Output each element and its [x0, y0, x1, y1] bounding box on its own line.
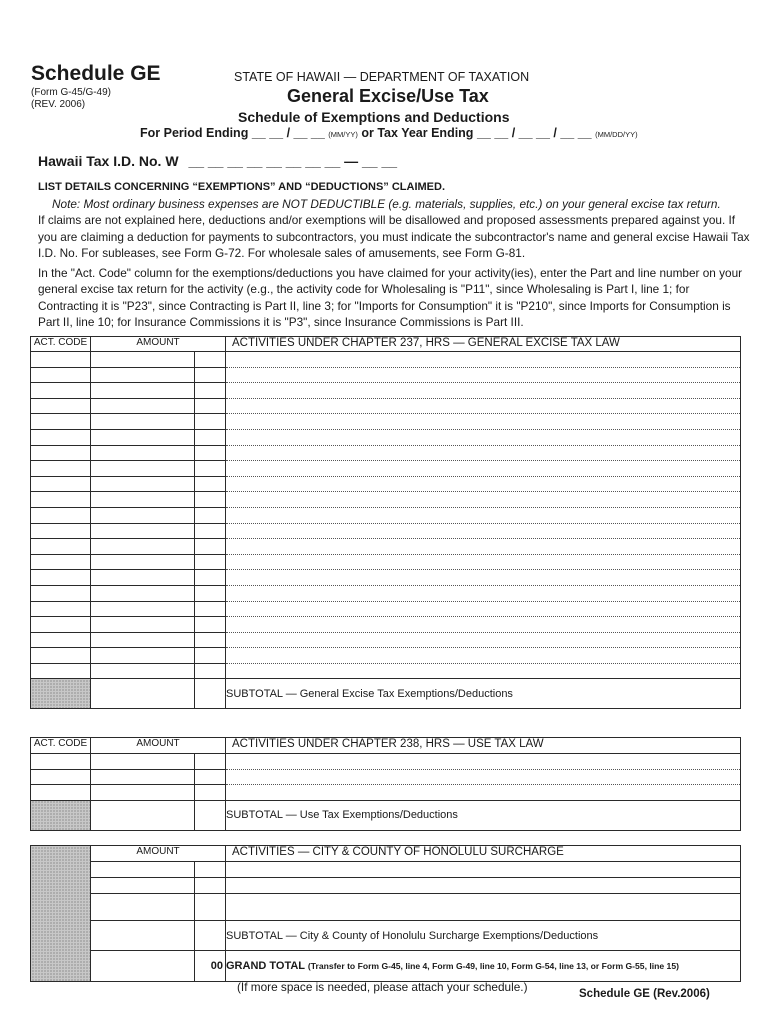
col-act-code: ACT. CODE: [31, 738, 91, 754]
col-amount: AMOUNT: [91, 846, 226, 862]
surcharge-table: [30, 845, 741, 982]
cents-input[interactable]: [195, 617, 226, 633]
amount-input[interactable]: [91, 398, 195, 414]
table-row: [31, 632, 741, 648]
table-row: [31, 570, 741, 586]
activity-description-input[interactable]: [226, 554, 741, 570]
tax-id-line: [38, 153, 397, 169]
table-row: [31, 878, 741, 894]
subtotal-row: [31, 800, 741, 830]
amount-input[interactable]: [91, 769, 195, 785]
cents-input[interactable]: [195, 862, 226, 878]
subtotal-amount-input[interactable]: [91, 679, 195, 709]
amount-input[interactable]: [91, 585, 195, 601]
tax-year-label: or Tax Year Ending: [361, 126, 474, 140]
act-code-input[interactable]: [31, 785, 91, 801]
amount-input[interactable]: [91, 492, 195, 508]
subtotal-cents-input[interactable]: [195, 679, 226, 709]
cents-input[interactable]: [195, 476, 226, 492]
amount-input[interactable]: [91, 461, 195, 477]
tax-id-input[interactable]: __ __ __ __ __ __ __ __ — __ __: [188, 153, 398, 169]
period-line: [140, 126, 638, 140]
subtotal-cents-input[interactable]: [195, 800, 226, 830]
cents-input[interactable]: [195, 663, 226, 679]
cents-input[interactable]: [195, 894, 226, 921]
activity-description-input[interactable]: [226, 507, 741, 523]
subtotal-label: SUBTOTAL — General Excise Tax Exemptions/Deductions: [226, 679, 741, 709]
table-row: [31, 585, 741, 601]
instructions-heading: LIST DETAILS CONCERNING “EXEMPTIONS” AND “DEDUCTIONS” CLAIMED.: [38, 181, 446, 193]
act-code-input[interactable]: [31, 601, 91, 617]
act-code-input[interactable]: [31, 414, 91, 430]
amount-input[interactable]: [91, 352, 195, 368]
table-row: [31, 663, 741, 679]
act-code-input[interactable]: [31, 769, 91, 785]
subtotal-row: [31, 921, 741, 951]
attach-note: (If more space is needed, please attach your schedule.): [237, 980, 528, 994]
cents-input[interactable]: [195, 585, 226, 601]
act-code-input[interactable]: [31, 352, 91, 368]
amount-input[interactable]: [91, 754, 195, 770]
cents-input[interactable]: [195, 492, 226, 508]
act-code-input[interactable]: [31, 445, 91, 461]
col-activities: ACTIVITIES — CITY & COUNTY OF HONOLULU SURCHARGE: [226, 846, 741, 862]
amount-input[interactable]: [91, 367, 195, 383]
amount-input[interactable]: [91, 785, 195, 801]
table-header-row: [31, 846, 741, 862]
table-header-row: [31, 738, 741, 754]
activity-description-input[interactable]: [226, 539, 741, 555]
cents-input[interactable]: [195, 414, 226, 430]
agency-name: STATE OF HAWAII — DEPARTMENT OF TAXATION: [234, 70, 530, 84]
table-row: [31, 785, 741, 801]
activity-description-input[interactable]: [226, 570, 741, 586]
amount-input[interactable]: [91, 570, 195, 586]
amount-input[interactable]: [91, 648, 195, 664]
cents-input[interactable]: [195, 570, 226, 586]
grand-total-note: (Transfer to Form G-45, line 4, Form G-49, line 10, Form G-54, line 13, or Form G-55, line 15): [307, 961, 679, 971]
activity-description-input[interactable]: [226, 492, 741, 508]
act-code-input[interactable]: [31, 492, 91, 508]
instructions-note-continuation: If claims are not explained here, deductions and/or exemptions will be disallowed and proposed assessments prepared against you. If you are claiming a deduction for payments to subcontractors, you must indicate the subcontractor's name and general excise Hawaii Tax I.D. No. For subleases, see Form G-72. For wholesale sales of amusements, see Form G-81.: [38, 213, 750, 260]
instructions-note-block: [38, 196, 750, 261]
grand-total-amount-input[interactable]: [91, 951, 195, 982]
activity-description-input[interactable]: [226, 601, 741, 617]
activity-description-input[interactable]: [226, 632, 741, 648]
instructions-note: Note: Most ordinary business expenses are NOT DEDUCTIBLE (e.g. materials, supplies, etc.) on your general excise tax return.: [52, 197, 721, 211]
table-row: [31, 648, 741, 664]
amount-input[interactable]: [91, 523, 195, 539]
table-row: [31, 461, 741, 477]
table-row: [31, 523, 741, 539]
cents-input[interactable]: [195, 554, 226, 570]
act-code-input[interactable]: [31, 429, 91, 445]
schedule-title: Schedule GE: [31, 62, 161, 85]
cents-input[interactable]: [195, 878, 226, 894]
cents-input[interactable]: [195, 429, 226, 445]
subtotal-label: SUBTOTAL — Use Tax Exemptions/Deductions: [226, 800, 741, 830]
form-title: General Excise/Use Tax: [287, 86, 489, 106]
cents-input[interactable]: [195, 539, 226, 555]
activity-description-input[interactable]: [226, 585, 741, 601]
col-amount: AMOUNT: [91, 337, 226, 352]
cents-input[interactable]: [195, 445, 226, 461]
act-code-input[interactable]: [31, 648, 91, 664]
table-row: [31, 894, 741, 921]
table-row: [31, 492, 741, 508]
act-code-input[interactable]: [31, 476, 91, 492]
act-code-input[interactable]: [31, 398, 91, 414]
subtotal-label: SUBTOTAL — City & County of Honolulu Surcharge Exemptions/Deductions: [226, 921, 741, 951]
activity-description-input[interactable]: [226, 617, 741, 633]
cents-input[interactable]: [195, 769, 226, 785]
revision: (REV. 2006): [31, 99, 86, 110]
act-code-input[interactable]: [31, 754, 91, 770]
cents-input[interactable]: [195, 785, 226, 801]
activity-description-input[interactable]: [226, 476, 741, 492]
table-row: [31, 398, 741, 414]
grand-total-label-cell: [226, 951, 741, 982]
activity-description-input[interactable]: [226, 862, 741, 878]
activity-description-input[interactable]: [226, 352, 741, 368]
table-row: [31, 769, 741, 785]
cents-input[interactable]: [195, 523, 226, 539]
cents-input[interactable]: [195, 601, 226, 617]
activity-description-input[interactable]: [226, 414, 741, 430]
shaded-cell: [31, 800, 91, 830]
tax-id-label: Hawaii Tax I.D. No. W: [38, 153, 179, 169]
cents-input[interactable]: [195, 754, 226, 770]
cents-input[interactable]: [195, 383, 226, 399]
amount-input[interactable]: [91, 632, 195, 648]
cents-input[interactable]: [195, 398, 226, 414]
table-row: [31, 617, 741, 633]
activity-description-input[interactable]: [226, 429, 741, 445]
amount-input[interactable]: [91, 554, 195, 570]
cents-input[interactable]: [195, 648, 226, 664]
col-activities: ACTIVITIES UNDER CHAPTER 238, HRS — USE TAX LAW: [226, 738, 741, 754]
act-code-input[interactable]: [31, 539, 91, 555]
amount-input[interactable]: [91, 383, 195, 399]
grand-total-row: [31, 951, 741, 982]
table-row: [31, 367, 741, 383]
activity-description-input[interactable]: [226, 523, 741, 539]
period-format: (MM/YY): [328, 130, 358, 139]
table-row: [31, 383, 741, 399]
subtotal-amount-input[interactable]: [91, 800, 195, 830]
cents-input[interactable]: [195, 367, 226, 383]
act-code-input[interactable]: [31, 585, 91, 601]
grand-total-cents: 00: [195, 951, 226, 982]
amount-input[interactable]: [91, 539, 195, 555]
table-row: [31, 539, 741, 555]
amount-input[interactable]: [91, 414, 195, 430]
act-code-input[interactable]: [31, 523, 91, 539]
table-row: [31, 554, 741, 570]
amount-input[interactable]: [91, 617, 195, 633]
table-row: [31, 862, 741, 878]
form-subtitle: Schedule of Exemptions and Deductions: [238, 109, 510, 125]
form-number: (Form G-45/G-49): [31, 87, 112, 98]
act-code-input[interactable]: [31, 632, 91, 648]
activity-description-input[interactable]: [226, 769, 741, 785]
shaded-column: [31, 846, 91, 982]
table-row: [31, 601, 741, 617]
shaded-cell: [31, 679, 91, 709]
act-code-input[interactable]: [31, 507, 91, 523]
period-input[interactable]: __ __ / __ __: [251, 126, 325, 140]
activity-description-input[interactable]: [226, 383, 741, 399]
amount-input[interactable]: [91, 878, 195, 894]
cents-input[interactable]: [195, 507, 226, 523]
table-row: [31, 507, 741, 523]
activity-description-input[interactable]: [226, 367, 741, 383]
act-code-input[interactable]: [31, 663, 91, 679]
table-row: [31, 352, 741, 368]
activity-description-input[interactable]: [226, 663, 741, 679]
activity-description-input[interactable]: [226, 648, 741, 664]
amount-input[interactable]: [91, 663, 195, 679]
table-row: [31, 754, 741, 770]
amount-input[interactable]: [91, 445, 195, 461]
col-activities: ACTIVITIES UNDER CHAPTER 237, HRS — GENERAL EXCISE TAX LAW: [226, 337, 741, 352]
activity-description-input[interactable]: [226, 445, 741, 461]
form-footer-id: Schedule GE (Rev.2006): [579, 988, 710, 1000]
activity-description-input[interactable]: [226, 785, 741, 801]
activity-description-input[interactable]: [226, 461, 741, 477]
table-row: [31, 429, 741, 445]
tax-year-format: (MM/DD/YY): [595, 130, 638, 139]
subtotal-row: [31, 679, 741, 709]
col-amount: AMOUNT: [91, 738, 226, 754]
act-code-paragraph: In the "Act. Code" column for the exemptions/deductions you have claimed for your activity(ies), enter the Part and line number on your general excise tax return for the activity (e.g., the activity code for Wholesaling is "P11", since Wholesaling is Part I, line 1; for Contracting it is "P23", since Contracting is Part II, line 3; for "Imports for Consumption" it is "P210", since Imports for Consumption is Part II, line 10; for Insurance Commissions it is "P3", since Insurance Commissions is Part III.: [38, 266, 743, 329]
activity-description-input[interactable]: [226, 398, 741, 414]
amount-input[interactable]: [91, 507, 195, 523]
col-act-code: ACT. CODE: [31, 337, 91, 352]
act-code-input[interactable]: [31, 367, 91, 383]
amount-input[interactable]: [91, 894, 195, 921]
table-row: [31, 476, 741, 492]
form-number-block: [31, 87, 111, 111]
act-code-input[interactable]: [31, 570, 91, 586]
cents-input[interactable]: [195, 352, 226, 368]
period-label: For Period Ending: [140, 126, 249, 140]
act-code-input[interactable]: [31, 617, 91, 633]
amount-input[interactable]: [91, 429, 195, 445]
act-code-input[interactable]: [31, 383, 91, 399]
general-excise-table: [30, 336, 741, 709]
tax-year-input[interactable]: __ __ / __ __ / __ __: [476, 126, 592, 140]
table-header-row: [31, 337, 741, 352]
table-row: [31, 414, 741, 430]
use-tax-table: [30, 737, 741, 831]
subtotal-cents-input[interactable]: [195, 921, 226, 951]
amount-input[interactable]: [91, 862, 195, 878]
amount-input[interactable]: [91, 476, 195, 492]
table-row: [31, 445, 741, 461]
act-code-input[interactable]: [31, 554, 91, 570]
cents-input[interactable]: [195, 461, 226, 477]
act-code-input[interactable]: [31, 461, 91, 477]
activity-description-input[interactable]: [226, 754, 741, 770]
activity-description-input[interactable]: [226, 894, 741, 921]
amount-input[interactable]: [91, 601, 195, 617]
grand-total-label: GRAND TOTAL: [226, 960, 305, 972]
subtotal-amount-input[interactable]: [91, 921, 195, 951]
activity-description-input[interactable]: [226, 878, 741, 894]
cents-input[interactable]: [195, 632, 226, 648]
